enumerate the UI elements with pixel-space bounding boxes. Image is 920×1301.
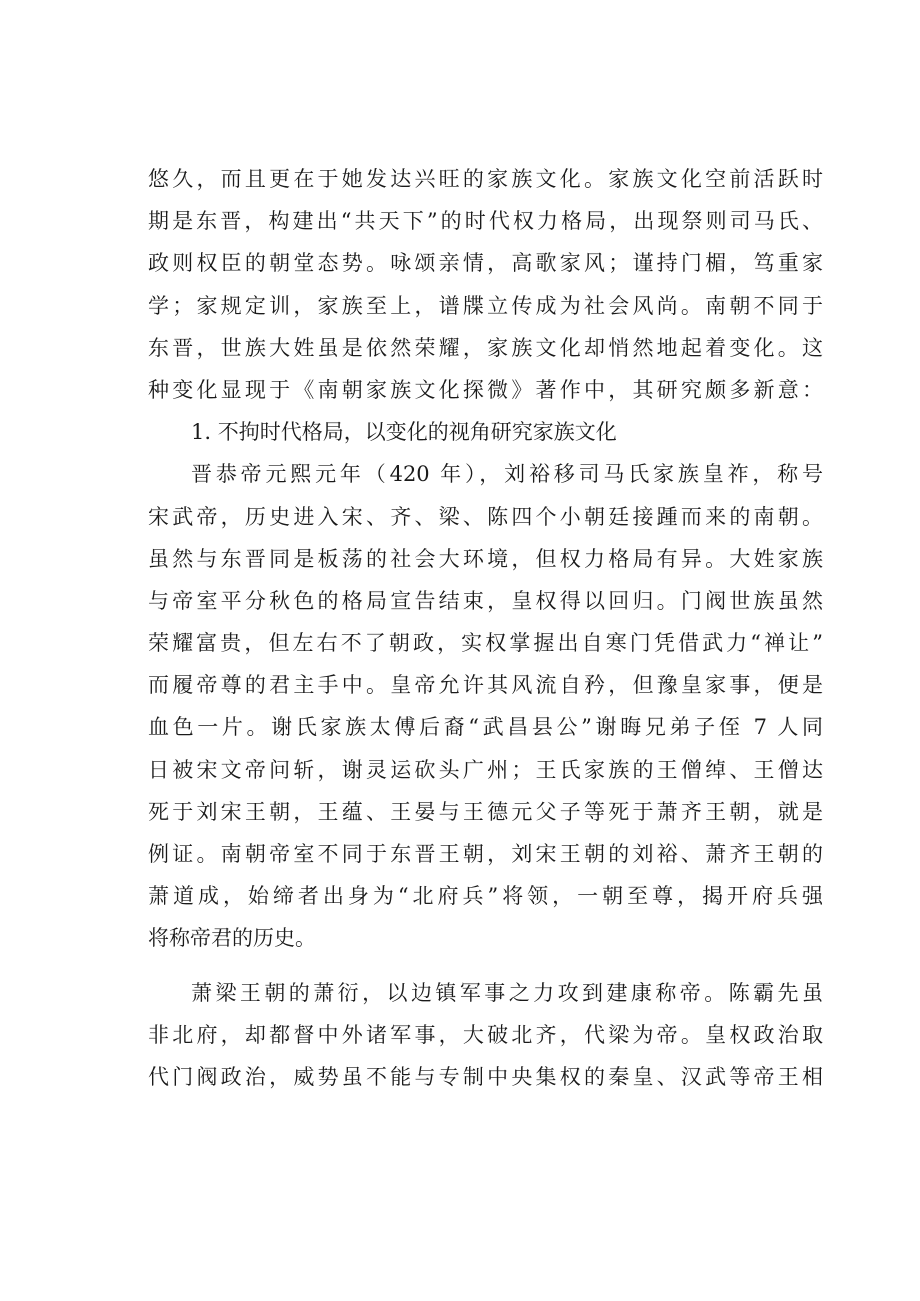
text-line: 期是东晋，构建出“共天下”的时代权力格局，出现祭则司马氏、 <box>148 209 823 234</box>
text-line: 政则权臣的朝堂态势。咏颂亲情，高歌家风；谨持门楣，笃重家 <box>148 251 823 276</box>
text-line: 而履帝尊的君主手中。皇帝允许其风流自矜，但豫皇家事，便是 <box>148 673 823 698</box>
text-line: 悠久，而且更在于她发达兴旺的家族文化。家族文化空前活跃时 <box>148 167 823 191</box>
text-line: 代门阀政治，威势虽不能与专制中央集权的秦皇、汉武等帝王相 <box>148 1064 823 1089</box>
paragraph-intro <box>148 158 823 411</box>
paragraph-gap <box>148 960 823 972</box>
text-line: 学；家规定训，家族至上，谱牒立传成为社会风尚。南朝不同于 <box>148 293 823 318</box>
document-body <box>148 158 823 1098</box>
text-line: 将称帝君的历史。 <box>148 926 316 951</box>
text-line: 虽然与东晋同是板荡的社会大环境，但权力格局有异。大姓家族 <box>148 546 823 571</box>
paragraph-history <box>148 453 823 959</box>
section-heading <box>148 411 823 453</box>
text-line: 晋恭帝元熙元年（420 年），刘裕移司马氏家族皇祚，称号 <box>191 462 823 487</box>
text-line: 日被宋文帝问斩，谢灵运砍头广州；王氏家族的王僧绰、王僧达 <box>148 757 823 782</box>
text-line: 死于刘宋王朝，王蕴、王晏与王德元父子等死于萧齐王朝，就是 <box>148 799 823 824</box>
text-line: 萧梁王朝的萧衍，以边镇军事之力攻到建康称帝。陈霸先虽 <box>191 980 823 1005</box>
text-line: 东晋，世族大姓虽是依然荣耀，家族文化却悄然地起着变化。这 <box>148 335 823 360</box>
section-heading-text: 1. 不拘时代格局，以变化的视角研究家族文化 <box>191 420 617 445</box>
text-line: 荣耀富贵，但左右不了朝政，实权掌握出自寒门凭借武力“禅让” <box>148 631 823 656</box>
text-line: 血色一片。谢氏家族太傅后裔“武昌县公”谢晦兄弟子侄 7 人同 <box>148 715 823 740</box>
text-line: 萧道成，始缔者出身为“北府兵”将领，一朝至尊，揭开府兵强 <box>148 884 823 909</box>
paragraph-liang <box>148 972 823 1099</box>
text-line: 种变化显现于《南朝家族文化探微》著作中，其研究颇多新意： <box>148 377 823 402</box>
text-line: 例证。南朝帝室不同于东晋王朝，刘宋王朝的刘裕、萧齐王朝的 <box>148 842 823 866</box>
text-line: 与帝室平分秋色的格局宣告结束，皇权得以回归。门阀世族虽然 <box>148 588 823 613</box>
text-line: 宋武帝，历史进入宋、齐、梁、陈四个小朝廷接踵而来的南朝。 <box>148 504 823 529</box>
text-line: 非北府，却都督中外诸军事，大破北齐，代梁为帝。皇权政治取 <box>148 1022 823 1047</box>
